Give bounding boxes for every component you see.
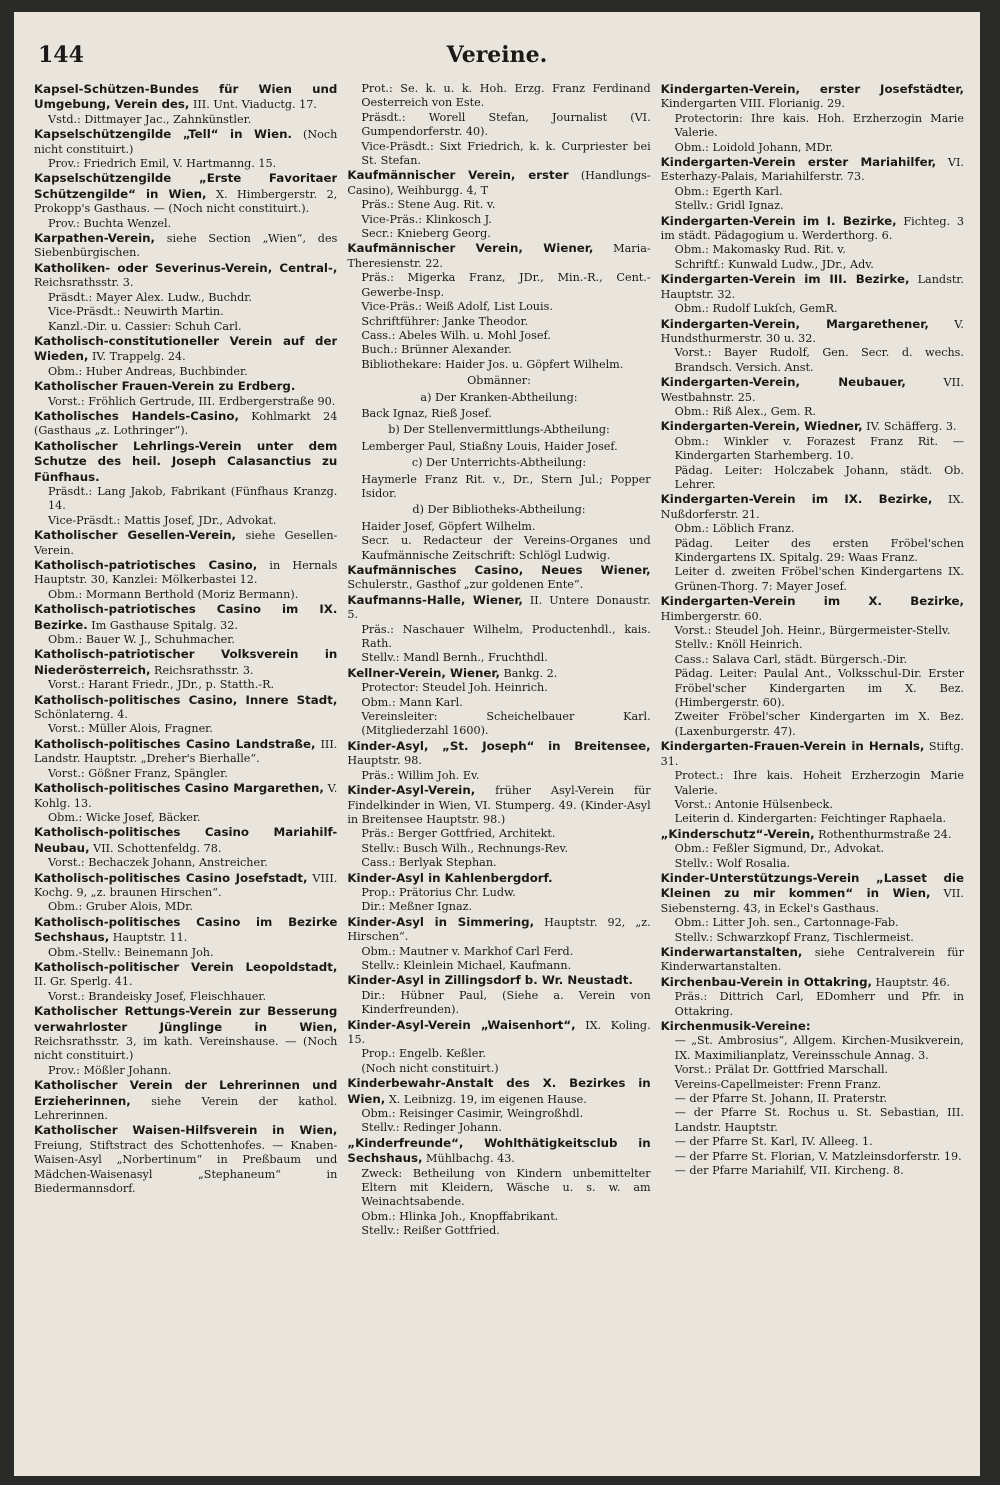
entry-line: Präs.: Dittrich Carl, EDomherr und Pfr. in Ottakring. [674,990,964,1018]
directory-entry [34,528,337,558]
entry-line: Buch.: Brünner Alexander. [361,343,512,357]
entry-address: X. Himbergerstr. 2, Prokopp's Gasthaus. — (Noch nicht constituirt.). [34,187,338,216]
entry-line: Protect.: Ihre kais. Hoheit Erzherzogin Marie Valerie. [674,769,964,797]
directory-entry [34,960,337,1004]
directory-entry [661,375,964,419]
entry-line: Stellv.: Mandl Bernh., Fruchthdl. [361,651,548,665]
entry-subheading: c) Der Unterrichts-Abtheilung: [411,456,587,470]
entry-line: Pädag. Leiter: Paulal Ant., Volksschul-Dir. Erster Fröbel'scher Kindergarten im X. Bez. (Himbergerstr. 60). [674,667,964,710]
entry-line: Obm.: Rudolf Lukſch, GemR. [674,302,838,316]
directory-entry [661,594,964,739]
entry-line: Vorst.: Müller Alois, Fragner. [48,722,213,736]
directory-entry [347,1018,650,1077]
entry-heading: Kindergarten-Verein erster Mariahilfer, [660,155,937,170]
directory-entry [661,155,964,214]
directory-entry [661,945,964,975]
directory-entry [661,1019,964,1178]
entry-line: Präs.: Berger Gottfried, Architekt. [361,827,556,841]
entry-line: Protector: Steudel Joh. Heinrich. [361,681,548,695]
entry-line: Obm.: Egerth Karl. [674,184,783,198]
columns [34,82,964,1472]
entry-heading: Kindergarten-Verein im III. Bezirke, [660,272,910,287]
column-right [661,82,964,1472]
entry-address: VII. Schottenfeldg. 78. [89,841,222,855]
entry-heading: Kapsel-Schützen-Bundes für Wien und Umgebung, Verein des, [34,82,338,112]
entry-line: Secr.: Knieberg Georg. [361,227,491,241]
entry-line: Zweck: Betheilung von Kindern unbemittelter Eltern mit Kleidern, Wäsche u. s. w. am Weinachtsabende. [361,1166,651,1209]
entry-line: Obm.: Löblich Franz. [674,522,795,536]
entry-heading: Kinder-Unterstützungs-Verein „Lasset die Kleinen zu mir kommen“ in Wien, [660,870,964,901]
entry-heading: Katholisch-politisches Casino im Bezirke Sechshaus, [34,914,338,945]
entry-line: Bibliothekare: Haider Jos. u. Göpfert Wilhelm. [361,357,624,371]
entry-line: Prov.: Buchta Wenzel. [48,216,172,230]
directory-entry [661,272,964,316]
directory-entry [34,334,337,379]
entry-address: II. Untere Donaustr. 5. [347,593,651,622]
entry-heading: Kirchenmusik-Vereine: [660,1019,811,1033]
entry-line: Schriftführer: Janke Theodor. [361,314,529,328]
entry-heading: Kellner-Verein, Wiener, [347,665,500,680]
page-header [38,42,956,72]
directory-entry [347,973,650,1017]
entry-line: (Noch nicht constituirt.) [361,1061,499,1075]
entry-heading: Kinder-Asyl in Zillingsdorf b. Wr. Neustadt. [347,973,633,988]
entry-heading: Katholischer Waisen-Hilfsverein in Wien, [34,1123,338,1138]
entry-address: Schulerstr., Gasthof „zur goldenen Ente“. [347,578,584,592]
entry-line: Zweiter Fröbel'scher Kindergarten im X. Bez. (Laxenburgerstr. 47). [674,710,964,738]
entry-heading: „Kinderfreunde“, Wohlthätigkeitsclub in Sechshaus, [347,1135,651,1166]
entry-line: — der Pfarre St. Florian, V. Matzleinsdorferstr. 19. [674,1149,962,1163]
entry-subheading: Obmänner: [467,374,531,388]
directory-entry [661,739,964,826]
entry-line: Prop.: Prätorius Chr. Ludw. [361,885,516,899]
entry-line: Prov.: Mößler Johann. [48,1063,172,1077]
directory-entry [34,825,337,870]
directory-entry [34,737,337,781]
entry-address: Kindergarten VIII. Florianig. 29. [660,97,845,111]
entry-line: Protectorin: Ihre kais. Hoh. Erzherzogin Marie Valerie. [674,111,964,140]
entry-line: Präs.: Naschauer Wilhelm, Productenhdl., kais. Rath. [361,622,651,651]
entry-address: in Hernals Hauptstr. 30, Kanzlei: Mölkerbastei 12. [34,559,338,587]
page-title: Vereine. [446,42,548,68]
entry-address: IV. Schäfferg. 3. [862,420,957,434]
entry-line: Vstd.: Dittmayer Jac., Zahnkünstler. [48,112,252,126]
directory-entry [347,168,650,241]
directory-entry [34,602,337,647]
directory-entry [34,647,337,692]
entry-address: Hauptstr. 98. [347,754,422,768]
entry-address: Mühlbachg. 43. [422,1152,515,1166]
entry-line: Back Ignaz, Rieß Josef. [361,406,492,420]
entry-heading: Kindergarten-Verein, Wiedner, [660,419,863,434]
entry-address: Reichsrathsstr. 3, im kath. Vereinshause. — (Noch nicht constituirt.) [34,1035,338,1063]
entry-line: Präsdt.: Worell Stefan, Journalist (VI. Gumpendorferstr. 40). [361,110,651,139]
directory-entry [34,409,337,439]
entry-heading: Katholiken- oder Severinus-Verein, Central-, [34,260,338,275]
entry-heading: Katholisch-patriotischer Volksverein in Niederösterreich, [34,647,338,677]
entry-line: Obm.: Riß Alex., Gem. R. [674,404,817,418]
entry-line: — der Pfarre St. Karl, IV. Alleeg. 1. [674,1135,873,1149]
directory-entry [34,82,337,127]
entry-heading: Katholisches Handels-Casino, [34,408,239,423]
entry-heading: Katholisch-politisches Casino Josefstadt, [34,870,308,885]
entry-line: Obm.: Mormann Berthold (Moriz Bermann). [48,587,299,601]
directory-entry [347,374,650,388]
directory-entry [347,503,650,563]
entry-line: Prov.: Friedrich Emil, V. Hartmanng. 15. [48,157,277,171]
entry-subheading: d) Der Bibliotheks-Abtheilung: [412,503,586,517]
directory-entry [661,871,964,945]
directory-entry [347,783,650,870]
entry-line: Leiterin d. Kindergarten: Feichtinger Raphaela. [674,812,947,826]
entry-heading: Katholisch-constitutioneller Verein auf der Wieden, [34,333,338,364]
entry-address: III. Landstr. Hauptstr. „Dreher's Bierhalle“. [34,737,338,766]
entry-line: Stellv.: Busch Wilh., Rechnungs-Rev. [361,841,569,855]
entry-line: Stellv.: Reißer Gottfried. [361,1224,500,1238]
directory-entry [347,456,650,501]
entry-line: Stellv.: Schwarzkopf Franz, Tischlermeist. [674,930,914,944]
entry-address: Hauptstr. 92, „z. Hirschen“. [347,915,651,944]
directory-entry [34,261,337,334]
entry-address: IX. Koling. 15. [347,1018,651,1046]
directory-entry [347,1136,650,1239]
entry-address: (Noch nicht constituirt.) [34,128,338,156]
entry-line: Vorst.: Harant Friedr., JDr., p. Statth.-R. [48,678,275,692]
directory-entry [661,827,964,871]
entry-line: Vice-Präsdt.: Sixt Friedrich, k. k. Curpriester bei St. Stefan. [361,139,651,168]
entry-address: Stiftg. 31. [660,740,964,768]
entry-heading: Katholisch-patriotisches Casino im IX. Bezirke. [34,602,338,632]
directory-entry [347,593,650,666]
entry-address: Im Gasthause Spitalg. 32. [87,618,238,632]
column-left [34,82,337,1472]
directory-entry [347,82,650,168]
entry-line: Obm.: Huber Andreas, Buchbinder. [48,364,248,378]
entry-heading: Kinder-Asyl-Verein, [347,783,476,798]
entry-address: X. Leibnizg. 19, im eigenen Hause. [385,1092,587,1106]
entry-line: — der Pfarre Mariahilf, VII. Kircheng. 8. [674,1164,904,1178]
entry-subheading: b) Der Stellenvermittlungs-Abtheilung: [388,423,610,437]
entry-heading: Kaufmännischer Verein, erster [347,168,569,183]
entry-line: Haymerle Franz Rit. v., Dr., Stern Jul.; Popper Isidor. [361,472,651,500]
page-number: 144 [38,42,84,68]
column-middle [347,82,650,1472]
entry-address: Landstr. Hauptstr. 32. [660,273,964,301]
entry-line: Vice-Präs.: Klinkosch J. [361,212,492,226]
directory-entry [34,171,337,231]
entry-line: Cass.: Abeles Wilh. u. Mohl Josef. [361,328,551,342]
entry-line: Vice-Präsdt.: Neuwirth Martin. [48,305,224,319]
entry-line: Obm.: Hlinka Joh., Knopffabrikant. [361,1209,559,1223]
entry-line: Stellv.: Wolf Rosalia. [674,856,791,870]
entry-heading: Kinder-Asyl in Simmering, [347,914,535,929]
entry-line: Vereinsleiter: Scheichelbauer Karl. (Mitgliederzahl 1600). [361,710,651,738]
entry-line: Haider Josef, Göpfert Wilhelm. [361,519,536,533]
entry-heading: Katholischer Lehrlings-Verein unter dem Schutze des heil. Joseph Calasanctius zu Fünfhaus. [34,438,338,484]
entry-line: Präsdt.: Lang Jakob, Fabrikant (Fünfhaus Kranzg. 14. [48,484,338,513]
entry-heading: Katholischer Verein der Lehrerinnen und Erzieherinnen, [34,1078,338,1108]
entry-line: Obm.: Mautner v. Markhof Carl Ferd. [361,944,574,958]
entry-line: Vorst.: Prälat Dr. Gottfried Marschall. [674,1063,889,1077]
entry-line: Vorst.: Fröhlich Gertrude, III. Erdbergerstraße 90. [48,394,336,408]
entry-heading: Kindergarten-Verein, Margarethener, [660,316,929,331]
entry-heading: Kaufmanns-Halle, Wiener, [347,592,523,607]
entry-heading: Katholisch-politisches Casino Landstraße, [34,736,316,751]
directory-entry [661,492,964,594]
directory-entry [34,379,337,409]
directory-entry [347,423,650,454]
entry-heading: „Kinderschutz“-Verein, [660,826,815,841]
entry-heading: Kaufmännischer Verein, Wiener, [347,241,594,256]
entry-line: Pädag. Leiter des ersten Fröbel'schen Kindergartens IX. Spitalg. 29: Waas Franz. [674,536,964,564]
entry-line: Cass.: Berlyak Stephan. [361,856,497,870]
entry-line: Kanzl.-Dir. u. Cassier: Schuh Carl. [48,319,242,333]
directory-entry [34,693,337,737]
entry-address: Hauptstr. 11. [109,931,188,945]
directory-entry [34,1078,337,1123]
entry-heading: Katholisch-politisches Casino Margarethen, [34,781,324,796]
entry-line: Dir.: Hübner Paul, (Siehe a. Verein von Kinderfreunden). [361,988,651,1017]
entry-address: VIII. Kochg. 9, „z. braunen Hirschen“. [34,871,338,899]
directory-entry [347,739,650,783]
entry-heading: Katholisch-patriotisches Casino, [34,558,258,572]
entry-address: IX. Nußdorferstr. 21. [660,493,964,521]
entry-heading: Kindergarten-Verein im X. Bezirke, [660,594,964,609]
entry-heading: Kindergarten-Verein im IX. Bezirke, [660,492,933,507]
entry-heading: Kindergarten-Frauen-Verein in Hernals, [660,739,925,754]
entry-line: Vorst.: Brandeisky Josef, Fleischhauer. [48,989,267,1003]
entry-line: Prop.: Engelb. Keßler. [361,1047,487,1061]
entry-heading: Kaufmännisches Casino, Neues Wiener, [347,563,651,577]
entry-address: V. Kohlg. 13. [34,782,338,810]
entry-line: Obm.: Gruber Alois, MDr. [48,900,193,914]
entry-line: Vorst.: Bayer Rudolf, Gen. Secr. d. wechs. Brandsch. Versich. Anst. [674,346,964,374]
entry-address: Bankg. 2. [499,666,558,680]
entry-address: VII. Siebensterng. 43, in Eckel's Gasthaus. [660,887,964,915]
directory-entry [347,871,650,915]
entry-line: — der Pfarre St. Rochus u. St. Sebastian, III. Landstr. Hauptstr. [674,1106,964,1134]
entry-line: Vice-Präs.: Weiß Adolf, List Louis. [361,300,553,314]
entry-line: Vorst.: Bechaczek Johann, Anstreicher. [48,856,268,870]
directory-entry [347,666,650,739]
entry-line: Dir.: Meßner Ignaz. [361,900,473,914]
entry-line: Obm.: Winkler v. Forazest Franz Rit. — Kindergarten Starhemberg. 10. [674,434,964,463]
entry-line: Stellv.: Kleinlein Michael, Kaufmann. [361,958,572,972]
entry-line: — „St. Ambrosius“, Allgem. Kirchen-Musikverein, IX. Maximilianplatz, Vereinsschule Annag. 3. [674,1034,964,1062]
entry-line: Obm.: Mann Karl. [361,695,463,709]
entry-address: Kohlmarkt 24 (Gasthaus „z. Lothringer“). [34,409,338,438]
entry-heading: Kapselschützengilde „Tell“ in Wien. [34,127,292,142]
entry-heading: Kinderwartanstalten, [660,944,803,959]
entry-address: Fichteg. 3 im städt. Pädagogium u. Werderthorg. 6. [660,214,964,243]
entry-line: Präsdt.: Mayer Alex. Ludw., Buchdr. [48,290,252,304]
entry-line: Obm.: Wicke Josef, Bäcker. [48,810,201,824]
entry-heading: Kirchenbau-Verein in Ottakring, [660,974,872,989]
directory-entry [347,563,650,593]
entry-address: Freiung, Stiftstract des Schottenhofes. — Knaben-Waisen-Asyl „Norbertinum“ in Preßbaum und Mädchen-Waisenasyl „Stephaneum“ in Biedermannsdorf. [34,1138,338,1196]
entry-line: Stellv.: Redinger Johann. [361,1121,502,1135]
directory-entry [661,419,964,492]
entry-subheading: a) Der Kranken-Abtheilung: [420,390,578,404]
entry-address: siehe Gesellen-Verein. [34,529,338,557]
entry-address: IV. Trappelg. 24. [88,350,186,364]
entry-address: V. Hundsthurmerstr. 30 u. 32. [660,317,964,345]
entry-heading: Kinder-Asyl, „St. Joseph“ in Breitensee, [347,738,651,753]
entry-line: Vorst.: Steudel Joh. Heinr., Bürgermeister-Stellv. [674,624,951,638]
entry-heading: Katholischer Gesellen-Verein, [34,528,237,543]
entry-line: Obm.: Litter Joh. sen., Cartonnage-Fab. [674,916,899,930]
entry-line: Leiter d. zweiten Fröbel'schen Kindergartens IX. Grünen-Thorg. 7: Mayer Josef. [674,565,964,593]
directory-entry [34,1004,337,1078]
directory-entry [347,1076,650,1136]
directory-entry [347,915,650,974]
entry-heading: Kinder-Asyl-Verein „Waisenhort“, [347,1017,576,1032]
entry-address: früher Asyl-Verein für Findelkinder in Wien, VI. Stumperg. 49. (Kinder-Asyl in Breitensee Hauptstr. 98.) [347,784,651,826]
entry-line: — der Pfarre St. Johann, II. Praterstr. [674,1092,888,1106]
entry-heading: Kindergarten-Verein, erster Josefstädter, [660,82,964,96]
entry-line: Obm.-Stellv.: Beinemann Joh. [48,945,214,959]
entry-line: Obm.: Reisinger Casimir, Weingroßhdl. [361,1107,584,1121]
entry-line: Stellv.: Knöll Heinrich. [674,638,803,652]
entry-heading: Kapselschützengilde „Erste Favoritaer Schützengilde“ in Wien, [34,171,338,201]
entry-line: Obm.: Loidold Johann, MDr. [674,140,834,154]
entry-heading: Kindergarten-Verein im I. Bezirke, [660,213,897,228]
entry-line: Stellv.: Gridl Ignaz. [674,199,784,213]
entry-line: Präs.: Willim Joh. Ev. [361,768,480,782]
entry-heading: Katholischer Rettungs-Verein zur Besserung verwahrloster Jünglinge in Wien, [34,1004,338,1034]
entry-heading: Katholisch-politisches Casino Mariahilf-Neubau, [34,825,338,855]
entry-address: Himbergerstr. 60. [660,609,763,623]
entry-line: Schriftf.: Kunwald Ludw., JDr., Adv. [674,257,874,271]
directory-entry [34,231,337,261]
entry-address: Schönlaterng. 4. [34,708,128,722]
entry-line: Vice-Präsdt.: Mattis Josef, JDr., Advokat. [48,513,277,527]
entry-address: VI. Esterhazy-Palais, Mariahilferstr. 73. [660,156,964,184]
entry-line: Präs.: Stene Aug. Rit. v. [361,198,496,212]
entry-heading: Katholisch-politisches Casino, Innere Stadt, [34,692,338,707]
entry-address: Hauptstr. 46. [872,975,951,989]
directory-entry [34,439,337,528]
entry-line: Cass.: Salava Carl, städt. Bürgersch.-Dir. [674,652,907,666]
entry-line: Vorst.: Antonie Hülsenbeck. [674,797,833,811]
entry-heading: Katholisch-politischer Verein Leopoldstadt, [34,959,338,974]
entry-address: siehe Centralverein für Kinderwartanstalten. [660,945,964,974]
entry-line: Obm.: Makomasky Rud. Rit. v. [674,243,846,257]
entry-address: VII. Westbahnstr. 25. [660,376,964,404]
entry-address: III. Unt. Viaductg. 17. [189,98,317,112]
directory-entry [661,214,964,273]
directory-page [14,12,980,1476]
entry-address: Rothenthurmstraße 24. [814,827,952,841]
directory-entry [34,127,337,171]
entry-line: Vorst.: Gößner Franz, Spängler. [48,766,228,780]
entry-heading: Kinderbewahr-Anstalt des X. Bezirkes in Wien, [347,1076,651,1106]
entry-line: Lemberger Paul, Stiaßny Louis, Haider Josef. [361,439,618,453]
entry-address: Reichsrathsstr. 3. [150,663,254,677]
entry-line: Obm.: Feßler Sigmund, Dr., Advokat. [674,842,885,856]
directory-entry [347,241,650,372]
directory-entry [34,781,337,825]
directory-entry [34,871,337,915]
entry-address: Reichsrathsstr. 3. [34,276,134,290]
entry-line: Pädag. Leiter: Holczabek Johann, städt. Ob. Lehrer. [674,463,964,491]
entry-address: siehe Section „Wien“, des Siebenbürgischen. [34,232,338,260]
directory-entry [34,915,337,960]
entry-address: siehe Verein der kathol. Lehrerinnen. [34,1094,338,1123]
entry-heading: Karpathen-Verein, [34,231,156,246]
entry-line: Secr. u. Redacteur der Vereins-Organes und Kaufmännische Zeitschrift: Schlögl Ludwig. [361,534,651,562]
directory-entry [661,82,964,155]
directory-entry [34,1123,337,1196]
entry-line: Präs.: Migerka Franz, JDr., Min.-R., Cent.-Gewerbe-Insp. [361,271,651,299]
directory-entry [34,558,337,602]
entry-address: Maria-Theresienstr. 22. [347,242,651,270]
entry-heading: Kinder-Asyl in Kahlenbergdorf. [347,870,553,885]
entry-line: Obm.: Bauer W. J., Schuhmacher. [48,633,235,647]
directory-entry [661,317,964,376]
entry-address: (Handlungs-Casino), Weihburgg. 4, T [347,169,651,197]
entry-address: II. Gr. Sperlg. 41. [34,975,133,989]
directory-entry [347,391,650,422]
entry-line: Prot.: Se. k. u. k. Hoh. Erzg. Franz Ferdinand Oesterreich von Este. [361,82,651,110]
directory-entry [661,975,964,1019]
entry-heading: Katholischer Frauen-Verein zu Erdberg. [34,379,296,394]
entry-line: Vereins-Capellmeister: Frenn Franz. [674,1077,882,1091]
entry-heading: Kindergarten-Verein, Neubauer, [660,375,906,390]
